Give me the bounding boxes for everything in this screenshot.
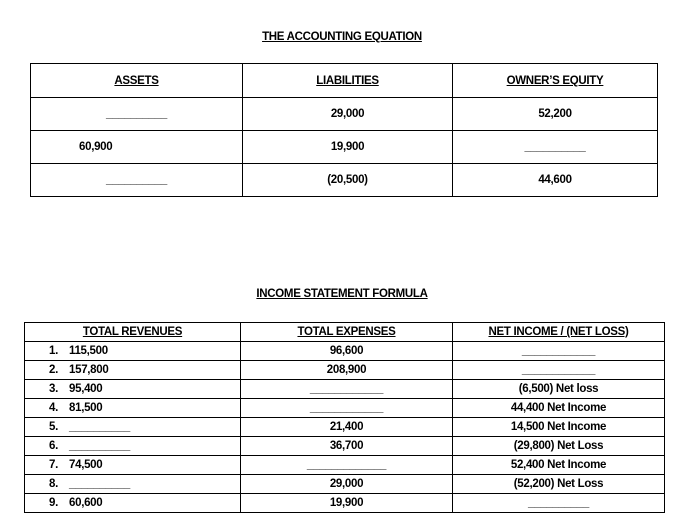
assets-cell: 60,900 bbox=[31, 131, 243, 164]
row-number: 5. bbox=[49, 421, 58, 433]
table-header-row bbox=[31, 64, 658, 98]
row-number: 2. bbox=[49, 364, 58, 376]
table-row bbox=[25, 399, 665, 418]
revenue-value: __________ bbox=[69, 440, 130, 452]
header-total-expenses: TOTAL EXPENSES bbox=[297, 326, 396, 338]
row-number: 1. bbox=[49, 345, 58, 357]
equity-cell: 44,600 bbox=[453, 164, 658, 197]
table-header-row bbox=[25, 323, 665, 342]
revenue-cell bbox=[25, 475, 241, 494]
assets-cell: __________ bbox=[31, 98, 243, 131]
header-liabilities: LIABILITIES bbox=[316, 74, 379, 87]
expense-cell: 208,900 bbox=[241, 361, 453, 380]
header-assets: ASSETS bbox=[114, 74, 159, 87]
expense-cell: ____________ bbox=[241, 380, 453, 399]
row-number: 9. bbox=[49, 497, 58, 509]
equity-cell: 52,200 bbox=[453, 98, 658, 131]
table-row bbox=[25, 418, 665, 437]
income-statement-title: INCOME STATEMENT FORMULA bbox=[256, 288, 428, 300]
liabilities-cell: 29,000 bbox=[243, 98, 453, 131]
revenue-cell bbox=[25, 418, 241, 437]
row-number: 3. bbox=[49, 383, 58, 395]
row-number: 4. bbox=[49, 402, 58, 414]
expense-cell: 19,900 bbox=[241, 494, 453, 513]
header-owners-equity: OWNER’S EQUITY bbox=[506, 74, 604, 87]
revenue-cell bbox=[25, 342, 241, 361]
table-row bbox=[25, 361, 665, 380]
revenue-value: 115,500 bbox=[69, 345, 108, 357]
revenue-cell bbox=[25, 494, 241, 513]
accounting-equation-table bbox=[30, 63, 658, 197]
assets-cell: __________ bbox=[31, 164, 243, 197]
revenue-value: 81,500 bbox=[69, 402, 103, 414]
revenue-value: __________ bbox=[69, 421, 130, 433]
expense-cell: 29,000 bbox=[241, 475, 453, 494]
table-row bbox=[25, 456, 665, 475]
net-income-cell: ____________ bbox=[453, 342, 665, 361]
revenue-cell bbox=[25, 399, 241, 418]
expense-cell: 96,600 bbox=[241, 342, 453, 361]
table-row bbox=[31, 131, 658, 164]
net-income-cell: 52,400 Net Income bbox=[453, 456, 665, 475]
liabilities-cell: 19,900 bbox=[243, 131, 453, 164]
net-income-cell: (6,500) Net loss bbox=[453, 380, 665, 399]
revenue-cell bbox=[25, 380, 241, 399]
table-row bbox=[25, 342, 665, 361]
row-number: 6. bbox=[49, 440, 58, 452]
net-income-cell: (29,800) Net Loss bbox=[453, 437, 665, 456]
table-row bbox=[25, 437, 665, 456]
header-net-income: NET INCOME / (NET LOSS) bbox=[488, 326, 629, 338]
table-row bbox=[25, 494, 665, 513]
expense-cell: 21,400 bbox=[241, 418, 453, 437]
net-income-cell: __________ bbox=[453, 494, 665, 513]
revenue-value: 157,800 bbox=[69, 364, 109, 376]
revenue-value: 74,500 bbox=[69, 459, 103, 471]
expense-cell: 36,700 bbox=[241, 437, 453, 456]
revenue-value: 95,400 bbox=[69, 383, 103, 395]
equity-cell: __________ bbox=[453, 131, 658, 164]
header-total-revenues: TOTAL REVENUES bbox=[82, 326, 183, 338]
net-income-cell: 44,400 Net Income bbox=[453, 399, 665, 418]
table-row bbox=[25, 380, 665, 399]
revenue-value: 60,600 bbox=[69, 497, 103, 509]
net-income-cell: 14,500 Net Income bbox=[453, 418, 665, 437]
table-row bbox=[31, 164, 658, 197]
table-row bbox=[25, 475, 665, 494]
revenue-cell bbox=[25, 361, 241, 380]
row-number: 8. bbox=[49, 478, 58, 490]
revenue-cell bbox=[25, 437, 241, 456]
net-income-cell: ____________ bbox=[453, 361, 665, 380]
liabilities-cell: (20,500) bbox=[243, 164, 453, 197]
net-income-cell: (52,200) Net Loss bbox=[453, 475, 665, 494]
expense-cell: _____________ bbox=[241, 456, 453, 475]
revenue-cell bbox=[25, 456, 241, 475]
revenue-value: __________ bbox=[69, 478, 130, 490]
expense-cell: ____________ bbox=[241, 399, 453, 418]
table-row bbox=[31, 98, 658, 131]
row-number: 7. bbox=[49, 459, 58, 471]
accounting-equation-title: THE ACCOUNTING EQUATION bbox=[262, 31, 422, 43]
income-statement-table bbox=[24, 322, 665, 513]
